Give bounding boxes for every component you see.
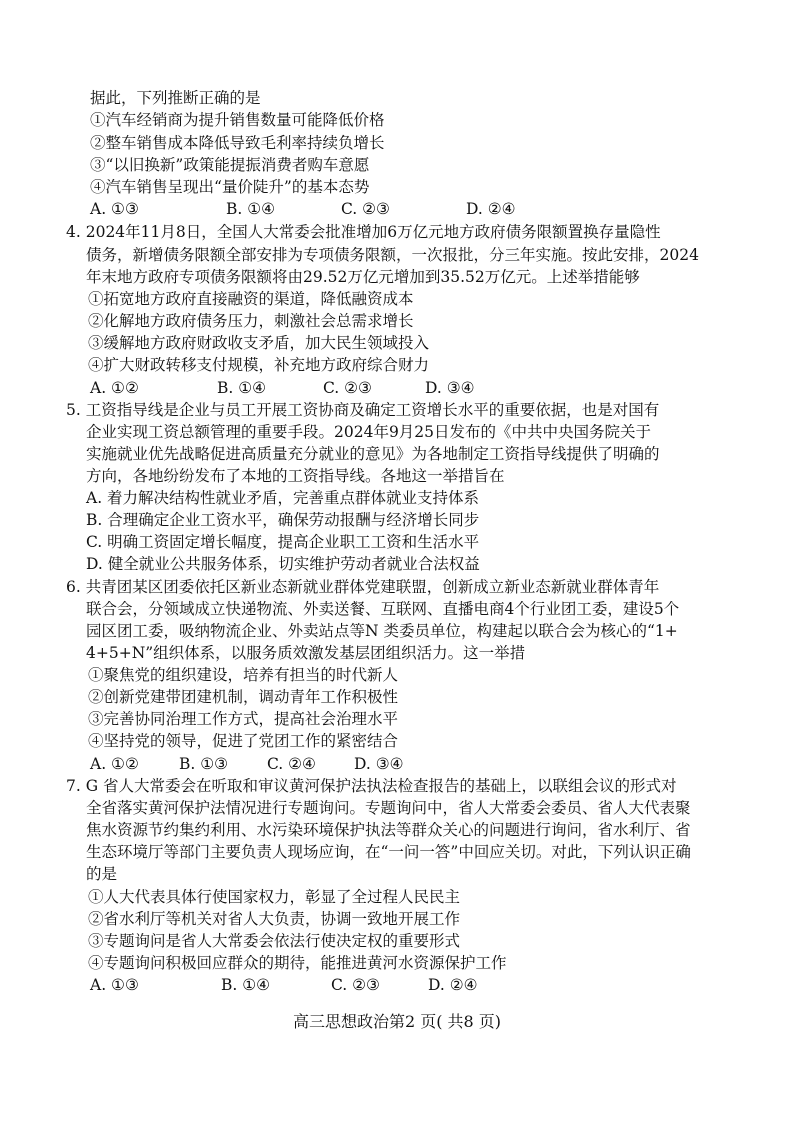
q7-stem-line-2: 全省落实黄河保护法情况进行专题询问。专题询问中，省人大常委会委员、省人大代表聚	[86, 799, 691, 817]
q3-option-b: B. ①④	[226, 200, 276, 218]
q4-option-c: C. ②③	[323, 379, 372, 397]
q6-stem-line-1: 6. 共青团某区团委依托区新业态新就业群体党建联盟，创新成立新业态新就业群体青年	[66, 578, 660, 596]
q6-options	[90, 754, 690, 774]
q6-item-3: ③完善协同治理工作方式，提高社会治理水平	[88, 710, 399, 728]
q5-choice-d: D. 健全就业公共服务体系，切实维护劳动者就业合法权益	[86, 555, 480, 573]
q3-item-4: ④汽车销售呈现出“量价陡升”的基本态势	[90, 178, 370, 196]
q5-stem-line-3: 实施就业优先战略促进高质量充分就业的意见》为各地制定工资指导线提供了明确的	[86, 445, 660, 463]
q5-stem-line-4: 方向，各地纷纷发布了本地的工资指导线。各地这一举措旨在	[86, 467, 505, 485]
q6-option-a: A. ①②	[90, 755, 139, 773]
q7-options	[90, 975, 690, 995]
q4-item-2: ②化解地方政府债务压力，刺激社会总需求增长	[88, 312, 414, 330]
q6-item-4: ④坚持党的领导，促进了党团工作的紧密结合	[88, 732, 399, 750]
q4-item-3: ③缓解地方政府财政收支矛盾，加大民生领域投入	[88, 334, 430, 352]
q7-option-b: B. ①④	[221, 976, 271, 994]
q3-item-1: ①汽车经销商为提升销售数量可能降低价格	[90, 111, 385, 129]
q7-stem-line-4: 生态环境厅等部门主要负责人现场应询，在“一问一答”中回应关切。对此，下列认识正确	[86, 843, 691, 861]
q7-stem-line-5: 的是	[86, 865, 118, 883]
q6-option-d: D. ③④	[354, 755, 404, 773]
q6-item-1: ①聚焦党的组织建设，培养有担当的时代新人	[88, 666, 399, 684]
q7-item-2: ②省水利厅等机关对省人大负责，协调一致地开展工作	[88, 910, 461, 928]
q4-option-b: B. ①④	[217, 379, 267, 397]
q4-option-d: D. ③④	[425, 379, 475, 397]
q3-item-3: ③“以旧换新”政策能提振消费者购车意愿	[90, 156, 370, 174]
q4-stem-line-1: 4. 2024年11月8日，全国人大常委会批准增加6万亿元地方政府债务限额置换存量隐性	[66, 223, 661, 241]
q6-item-2: ②创新党建带团建机制，调动青年工作积极性	[88, 688, 399, 706]
q4-stem-line-3: 年末地方政府专项债务限额将由29.52万亿元增加到35.52万亿元。上述举措能够	[86, 268, 640, 286]
q6-option-b: B. ①③	[179, 755, 229, 773]
q3-stem-tail: 据此，下列推断正确的是	[90, 89, 261, 107]
q3-item-2: ②整车销售成本降低导致毛利率持续负增长	[90, 134, 385, 152]
q7-stem-line-1: 7. G 省人大常委会在听取和审议黄河保护法执法检查报告的基础上，以联组会议的形式对	[66, 777, 677, 795]
q3-option-c: C. ②③	[341, 200, 390, 218]
q7-stem-line-3: 焦水资源节约集约利用、水污染环境保护执法等群众关心的问题进行询问，省水利厅、省	[86, 821, 691, 839]
q4-item-4: ④扩大财政转移支付规模，补充地方政府综合财力	[88, 356, 430, 374]
page-footer: 高三思想政治第2 页( 共8 页)	[292, 1012, 502, 1031]
q7-option-d: D. ②④	[428, 976, 478, 994]
q6-stem-line-2: 联合会，分领域成立快递物流、外卖送餐、互联网、直播电商4个行业团工委，建设5个	[86, 600, 680, 618]
q6-stem-line-3: 园区团工委，吸纳物流企业、外卖站点等N 类委员单位，构建起以联合会为核心的“1+	[86, 622, 678, 640]
q5-choice-b: B. 合理确定企业工资水平，确保劳动报酬与经济增长同步	[86, 511, 480, 529]
q4-stem-line-2: 债务，新增债务限额全部安排为专项债务限额，一次报批，分三年实施。按此安排，2024	[86, 246, 699, 264]
q6-stem-line-4: 4+5+N”组织体系，以服务质效激发基层团组织活力。这一举措	[86, 644, 526, 662]
q5-stem-line-1: 5. 工资指导线是企业与员工开展工资协商及确定工资增长水平的重要依据，也是对国有	[66, 401, 660, 419]
q7-item-4: ④专题询问积极回应群众的期待，能推进黄河水资源保护工作	[88, 954, 507, 972]
q5-stem-line-2: 企业实现工资总额管理的重要手段。2024年9月25日发布的《中共中央国务院关于	[86, 423, 652, 441]
q5-choice-c: C. 明确工资固定增长幅度，提高企业职工工资和生活水平	[86, 533, 480, 551]
q4-options	[90, 378, 690, 398]
q5-choice-a: A. 着力解决结构性就业矛盾，完善重点群体就业支持体系	[86, 489, 480, 507]
q7-option-a: A. ①③	[90, 976, 139, 994]
q3-option-d: D. ②④	[466, 200, 516, 218]
q3-options	[90, 199, 690, 219]
q7-option-c: C. ②③	[331, 976, 380, 994]
q7-item-1: ①人大代表具体行使国家权力，彰显了全过程人民民主	[88, 888, 461, 906]
q6-option-c: C. ②④	[267, 755, 316, 773]
q4-option-a: A. ①②	[90, 379, 139, 397]
q4-item-1: ①拓宽地方政府直接融资的渠道，降低融资成本	[88, 290, 414, 308]
q3-option-a: A. ①③	[90, 200, 139, 218]
q7-item-3: ③专题询问是省人大常委会依法行使决定权的重要形式	[88, 932, 461, 950]
